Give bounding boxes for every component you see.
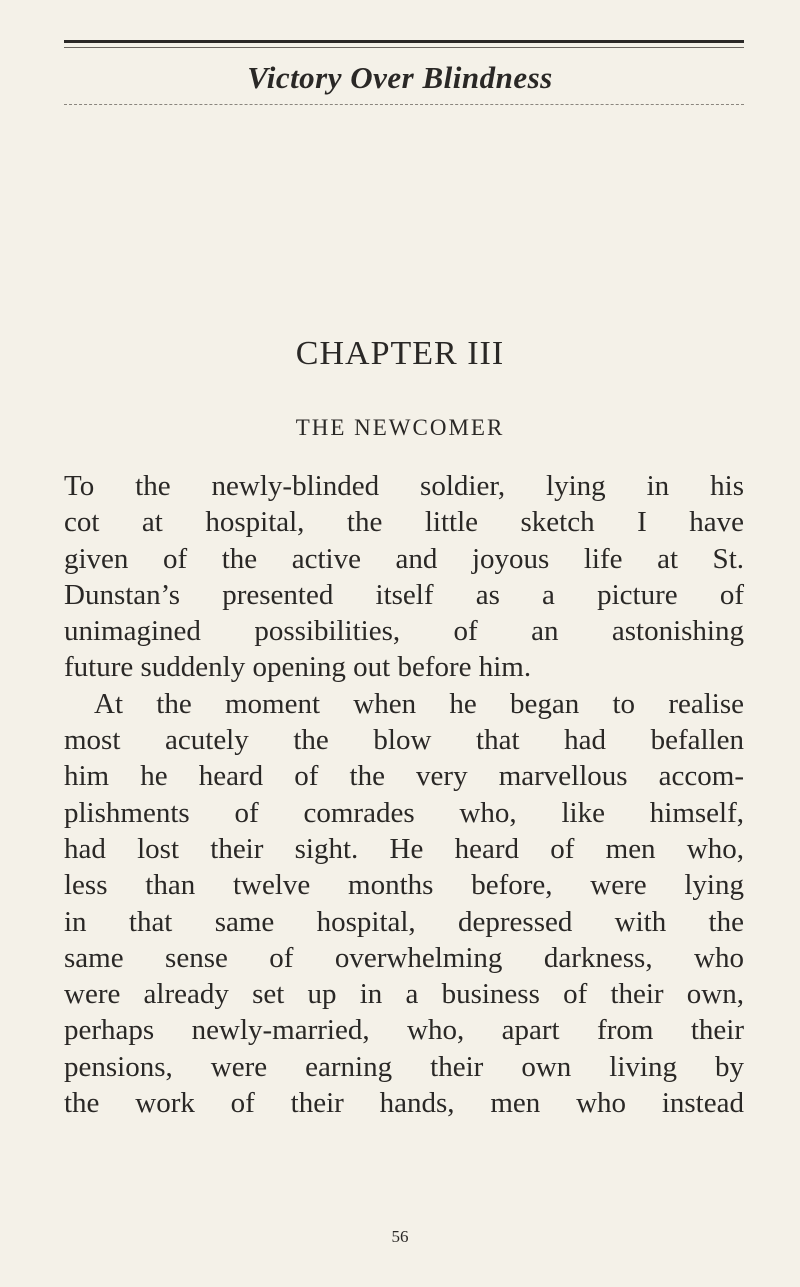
text-line: future suddenly opening out before him. bbox=[64, 651, 532, 684]
text-line: had lost their sight. He heard of men who, bbox=[64, 832, 744, 865]
running-head: Victory Over Blindness bbox=[247, 60, 553, 95]
text-line: Dunstan’s presented itself as a picture of bbox=[64, 578, 744, 611]
text-line: unimagined possibilities, of an astonishing bbox=[64, 615, 744, 648]
page-number: 56 bbox=[391, 1227, 409, 1246]
text-line: pensions, were earning their own living by bbox=[64, 1050, 744, 1083]
running-head-rule bbox=[64, 104, 744, 105]
text-line: same sense of overwhelming darkness, who bbox=[64, 941, 744, 974]
text-line: him he heard of the very marvellous accom- bbox=[64, 760, 744, 793]
text-line: cot at hospital, the little sketch I have bbox=[64, 506, 744, 539]
text-line: At the moment when he began to realise bbox=[94, 687, 744, 720]
text-line: less than twelve months before, were lying bbox=[64, 869, 744, 902]
text-line: perhaps newly-married, who, apart from their bbox=[64, 1014, 744, 1047]
chapter-subtitle: THE NEWCOMER bbox=[295, 415, 505, 440]
text-line: most acutely the blow that had befallen bbox=[64, 724, 744, 757]
chapter-heading: CHAPTER III bbox=[295, 335, 505, 372]
top-rule-thin bbox=[64, 47, 744, 48]
text-line: were already set up in a business of their own, bbox=[64, 978, 744, 1011]
text-line: the work of their hands, men who instead bbox=[64, 1087, 744, 1120]
text-line: plishments of comrades who, like himself, bbox=[64, 796, 744, 829]
text-line: in that same hospital, depressed with the bbox=[64, 905, 744, 938]
text-line: To the newly-blinded soldier, lying in his bbox=[64, 470, 744, 502]
body-text bbox=[64, 468, 744, 1121]
top-rule-thick bbox=[64, 40, 744, 43]
text-line: given of the active and joyous life at St. bbox=[64, 542, 744, 575]
